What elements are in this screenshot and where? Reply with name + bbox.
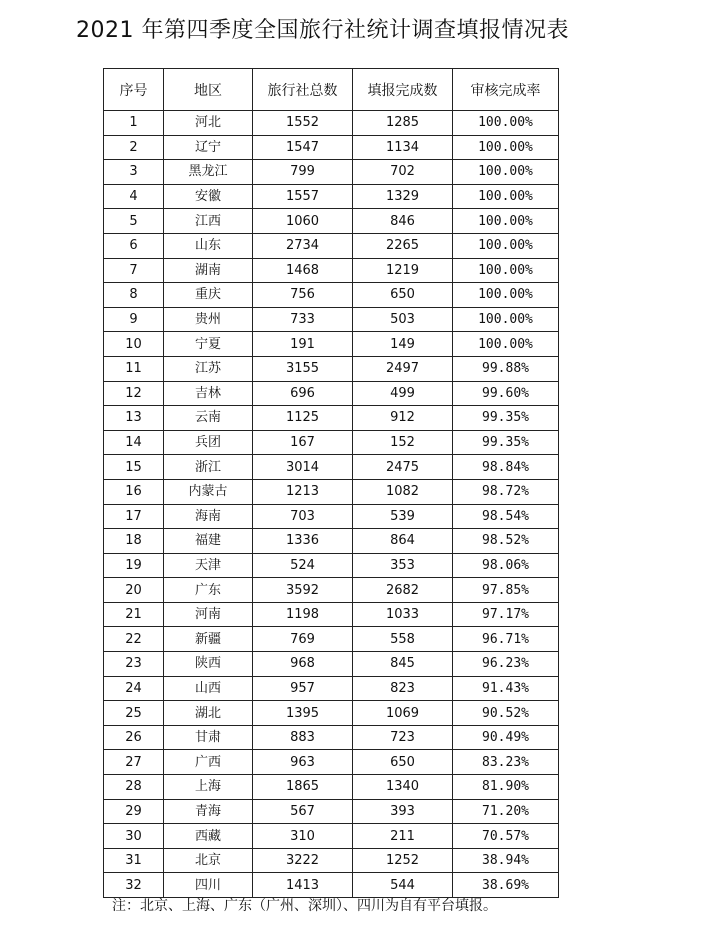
cell-index: 19	[104, 553, 164, 578]
cell-submitted: 912	[353, 406, 453, 431]
cell-region: 湖北	[164, 701, 253, 726]
cell-agency-total: 1468	[253, 258, 353, 283]
cell-submitted: 2682	[353, 578, 453, 603]
cell-region: 江西	[164, 209, 253, 234]
cell-submitted: 152	[353, 430, 453, 455]
table-row	[104, 873, 559, 898]
cell-index: 4	[104, 184, 164, 209]
table-row	[104, 258, 559, 283]
header-agency-total: 旅行社总数	[253, 69, 353, 111]
cell-review-rate: 90.52%	[453, 701, 559, 726]
cell-review-rate: 96.23%	[453, 652, 559, 677]
stats-table	[103, 68, 559, 898]
cell-review-rate: 100.00%	[453, 209, 559, 234]
cell-agency-total: 1395	[253, 701, 353, 726]
cell-submitted: 1340	[353, 775, 453, 800]
cell-index: 26	[104, 725, 164, 750]
cell-region: 山西	[164, 676, 253, 701]
cell-submitted: 845	[353, 652, 453, 677]
table-row	[104, 356, 559, 381]
table-row	[104, 627, 559, 652]
table-row	[104, 701, 559, 726]
cell-region: 浙江	[164, 455, 253, 480]
cell-index: 7	[104, 258, 164, 283]
cell-index: 24	[104, 676, 164, 701]
cell-region: 云南	[164, 406, 253, 431]
cell-submitted: 503	[353, 307, 453, 332]
cell-agency-total: 3222	[253, 848, 353, 873]
cell-region: 辽宁	[164, 135, 253, 160]
table-row	[104, 209, 559, 234]
cell-review-rate: 38.94%	[453, 848, 559, 873]
cell-region: 河北	[164, 111, 253, 136]
cell-agency-total: 3155	[253, 356, 353, 381]
table-row	[104, 406, 559, 431]
cell-index: 22	[104, 627, 164, 652]
cell-index: 12	[104, 381, 164, 406]
cell-index: 11	[104, 356, 164, 381]
cell-review-rate: 99.35%	[453, 406, 559, 431]
table-row	[104, 799, 559, 824]
cell-agency-total: 1336	[253, 529, 353, 554]
cell-index: 5	[104, 209, 164, 234]
cell-index: 13	[104, 406, 164, 431]
cell-index: 18	[104, 529, 164, 554]
cell-agency-total: 756	[253, 283, 353, 308]
cell-agency-total: 1213	[253, 479, 353, 504]
cell-region: 湖南	[164, 258, 253, 283]
cell-review-rate: 100.00%	[453, 233, 559, 258]
cell-agency-total: 957	[253, 676, 353, 701]
table-row	[104, 479, 559, 504]
cell-index: 23	[104, 652, 164, 677]
cell-review-rate: 83.23%	[453, 750, 559, 775]
header-review-rate: 审核完成率	[453, 69, 559, 111]
table-row	[104, 233, 559, 258]
cell-agency-total: 883	[253, 725, 353, 750]
cell-index: 9	[104, 307, 164, 332]
cell-review-rate: 100.00%	[453, 184, 559, 209]
table-row	[104, 578, 559, 603]
cell-index: 29	[104, 799, 164, 824]
table-row	[104, 307, 559, 332]
cell-submitted: 1134	[353, 135, 453, 160]
cell-agency-total: 1125	[253, 406, 353, 431]
cell-review-rate: 100.00%	[453, 307, 559, 332]
cell-region: 西藏	[164, 824, 253, 849]
cell-agency-total: 1557	[253, 184, 353, 209]
table-row	[104, 504, 559, 529]
cell-submitted: 650	[353, 750, 453, 775]
table-row	[104, 824, 559, 849]
table-row	[104, 652, 559, 677]
table-row	[104, 332, 559, 357]
cell-index: 1	[104, 111, 164, 136]
cell-review-rate: 91.43%	[453, 676, 559, 701]
cell-submitted: 1329	[353, 184, 453, 209]
cell-region: 河南	[164, 602, 253, 627]
cell-agency-total: 703	[253, 504, 353, 529]
cell-review-rate: 100.00%	[453, 160, 559, 185]
table-row	[104, 283, 559, 308]
cell-index: 17	[104, 504, 164, 529]
cell-submitted: 499	[353, 381, 453, 406]
cell-region: 贵州	[164, 307, 253, 332]
cell-region: 宁夏	[164, 332, 253, 357]
cell-submitted: 353	[353, 553, 453, 578]
cell-region: 山东	[164, 233, 253, 258]
cell-review-rate: 100.00%	[453, 258, 559, 283]
cell-index: 3	[104, 160, 164, 185]
cell-region: 广东	[164, 578, 253, 603]
table-row	[104, 111, 559, 136]
cell-submitted: 823	[353, 676, 453, 701]
cell-index: 31	[104, 848, 164, 873]
cell-region: 陕西	[164, 652, 253, 677]
table-row	[104, 430, 559, 455]
cell-review-rate: 71.20%	[453, 799, 559, 824]
cell-review-rate: 99.88%	[453, 356, 559, 381]
cell-submitted: 149	[353, 332, 453, 357]
cell-submitted: 393	[353, 799, 453, 824]
cell-review-rate: 96.71%	[453, 627, 559, 652]
cell-region: 上海	[164, 775, 253, 800]
cell-agency-total: 310	[253, 824, 353, 849]
header-submitted: 填报完成数	[353, 69, 453, 111]
cell-index: 10	[104, 332, 164, 357]
cell-submitted: 539	[353, 504, 453, 529]
cell-submitted: 1252	[353, 848, 453, 873]
cell-agency-total: 799	[253, 160, 353, 185]
cell-agency-total: 963	[253, 750, 353, 775]
cell-index: 25	[104, 701, 164, 726]
cell-agency-total: 733	[253, 307, 353, 332]
cell-region: 新疆	[164, 627, 253, 652]
cell-agency-total: 1060	[253, 209, 353, 234]
table-row	[104, 725, 559, 750]
cell-index: 20	[104, 578, 164, 603]
cell-region: 安徽	[164, 184, 253, 209]
table-row	[104, 455, 559, 480]
cell-submitted: 650	[353, 283, 453, 308]
cell-submitted: 723	[353, 725, 453, 750]
cell-agency-total: 3592	[253, 578, 353, 603]
cell-review-rate: 97.17%	[453, 602, 559, 627]
cell-index: 30	[104, 824, 164, 849]
cell-index: 15	[104, 455, 164, 480]
cell-region: 江苏	[164, 356, 253, 381]
cell-review-rate: 38.69%	[453, 873, 559, 898]
cell-index: 32	[104, 873, 164, 898]
cell-agency-total: 696	[253, 381, 353, 406]
table-row	[104, 135, 559, 160]
cell-review-rate: 90.49%	[453, 725, 559, 750]
cell-review-rate: 98.52%	[453, 529, 559, 554]
table-row	[104, 602, 559, 627]
cell-review-rate: 100.00%	[453, 111, 559, 136]
cell-review-rate: 98.54%	[453, 504, 559, 529]
cell-submitted: 2497	[353, 356, 453, 381]
cell-index: 6	[104, 233, 164, 258]
cell-region: 福建	[164, 529, 253, 554]
cell-review-rate: 98.06%	[453, 553, 559, 578]
cell-review-rate: 70.57%	[453, 824, 559, 849]
cell-region: 海南	[164, 504, 253, 529]
header-region: 地区	[164, 69, 253, 111]
cell-agency-total: 2734	[253, 233, 353, 258]
table-row	[104, 160, 559, 185]
cell-submitted: 1069	[353, 701, 453, 726]
cell-review-rate: 99.35%	[453, 430, 559, 455]
cell-review-rate: 98.84%	[453, 455, 559, 480]
footnote: 注：北京、上海、广东（广州、深圳）、四川为自有平台填报。	[112, 898, 497, 914]
header-index: 序号	[104, 69, 164, 111]
cell-agency-total: 524	[253, 553, 353, 578]
table-row	[104, 529, 559, 554]
cell-index: 8	[104, 283, 164, 308]
cell-index: 2	[104, 135, 164, 160]
cell-agency-total: 1198	[253, 602, 353, 627]
cell-submitted: 1033	[353, 602, 453, 627]
cell-review-rate: 100.00%	[453, 283, 559, 308]
cell-submitted: 2475	[353, 455, 453, 480]
table-row	[104, 553, 559, 578]
cell-submitted: 846	[353, 209, 453, 234]
cell-region: 甘肃	[164, 725, 253, 750]
cell-submitted: 864	[353, 529, 453, 554]
cell-region: 吉林	[164, 381, 253, 406]
cell-review-rate: 100.00%	[453, 135, 559, 160]
cell-submitted: 1285	[353, 111, 453, 136]
cell-index: 16	[104, 479, 164, 504]
cell-agency-total: 1547	[253, 135, 353, 160]
cell-index: 21	[104, 602, 164, 627]
cell-agency-total: 769	[253, 627, 353, 652]
cell-submitted: 558	[353, 627, 453, 652]
cell-agency-total: 968	[253, 652, 353, 677]
cell-submitted: 1082	[353, 479, 453, 504]
cell-region: 重庆	[164, 283, 253, 308]
cell-submitted: 211	[353, 824, 453, 849]
cell-index: 28	[104, 775, 164, 800]
cell-submitted: 544	[353, 873, 453, 898]
cell-region: 天津	[164, 553, 253, 578]
cell-agency-total: 1552	[253, 111, 353, 136]
cell-region: 内蒙古	[164, 479, 253, 504]
table-row	[104, 848, 559, 873]
cell-review-rate: 98.72%	[453, 479, 559, 504]
cell-review-rate: 100.00%	[453, 332, 559, 357]
cell-review-rate: 97.85%	[453, 578, 559, 603]
cell-index: 14	[104, 430, 164, 455]
header-row	[104, 69, 559, 111]
cell-submitted: 2265	[353, 233, 453, 258]
cell-agency-total: 3014	[253, 455, 353, 480]
cell-agency-total: 567	[253, 799, 353, 824]
table-row	[104, 676, 559, 701]
page-title: 2021 年第四季度全国旅行社统计调查填报情况表	[76, 18, 569, 43]
cell-region: 广西	[164, 750, 253, 775]
table-row	[104, 184, 559, 209]
cell-agency-total: 191	[253, 332, 353, 357]
cell-region: 兵团	[164, 430, 253, 455]
cell-region: 北京	[164, 848, 253, 873]
table-row	[104, 381, 559, 406]
table-row	[104, 750, 559, 775]
cell-region: 青海	[164, 799, 253, 824]
cell-index: 27	[104, 750, 164, 775]
table-row	[104, 775, 559, 800]
cell-review-rate: 99.60%	[453, 381, 559, 406]
cell-submitted: 1219	[353, 258, 453, 283]
cell-submitted: 702	[353, 160, 453, 185]
cell-region: 黑龙江	[164, 160, 253, 185]
cell-agency-total: 1413	[253, 873, 353, 898]
cell-review-rate: 81.90%	[453, 775, 559, 800]
cell-agency-total: 167	[253, 430, 353, 455]
cell-region: 四川	[164, 873, 253, 898]
cell-agency-total: 1865	[253, 775, 353, 800]
